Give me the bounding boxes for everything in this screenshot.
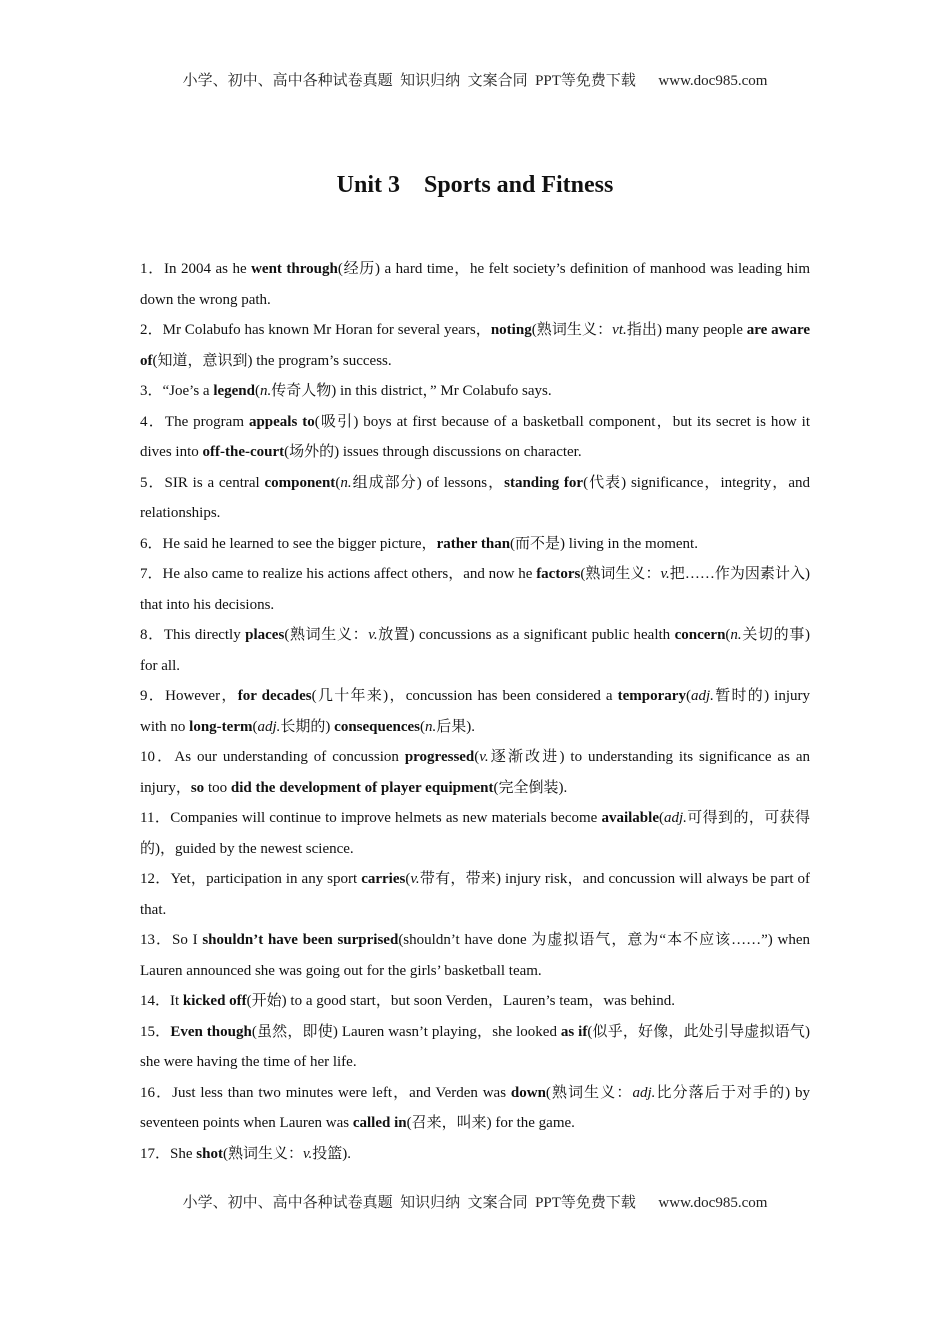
item-text: (shouldn’t have done 为虚拟语气，意为“本不应该……”) when Lauren announced she was going out for the girls’ basketball team. <box>140 932 810 979</box>
page-footer: 小学、初中、高中各种试卷真题 知识归纳 文案合同 PPT等免费下载 www.doc985.com <box>182 1195 768 1211</box>
item-text: 3．“Joe’s a <box>140 383 214 399</box>
key-phrase: consequences <box>334 718 420 735</box>
item-text: 11．Companies will continue to improve helmets as new materials become <box>140 810 602 826</box>
item-text: 投篮). <box>312 1145 351 1162</box>
part-of-speech: vt. <box>612 322 627 338</box>
list-item <box>140 315 810 376</box>
part-of-speech: adj. <box>257 718 281 735</box>
part-of-speech: adj. <box>690 688 714 704</box>
list-item <box>140 803 810 864</box>
item-text: 暂时的) injury with no <box>140 688 810 735</box>
list-item <box>140 1139 810 1170</box>
item-text: ( <box>725 627 731 643</box>
item-text: (而不是) living in the moment. <box>510 535 698 552</box>
key-phrase: carries <box>361 871 406 887</box>
item-text: (吸引) boys at first because of a basketball component，but its secret is how it dives into <box>140 413 811 460</box>
part-of-speech: adj. <box>663 810 687 826</box>
item-text: (熟词生义： <box>545 1084 633 1101</box>
key-phrase: shot <box>196 1145 223 1162</box>
key-phrase: places <box>245 627 285 643</box>
item-text: 1．In 2004 as he <box>140 261 252 277</box>
item-text: 把……作为因素计入) that into his decisions. <box>140 566 810 613</box>
item-text: (场外的) issues through discussions on character. <box>284 444 582 460</box>
list-item <box>140 407 810 468</box>
item-text: (虽然，即使) Lauren wasn’t playing，she looked <box>251 1023 561 1040</box>
key-phrase: legend <box>213 383 255 399</box>
item-text: 长期的) <box>280 718 335 735</box>
key-phrase: as if <box>560 1023 588 1040</box>
item-text: ( <box>252 718 258 735</box>
item-text: 10．As our understanding of concussion <box>140 749 405 765</box>
item-text: 13．So I <box>140 932 203 948</box>
item-text: (几十年来)，concussion has been considered a <box>311 688 618 704</box>
key-phrase: long-term <box>189 718 253 735</box>
key-phrase: noting <box>490 322 532 338</box>
item-text: (开始) to a good start，but soon Verden，Lauren’s team，was behind. <box>246 993 676 1009</box>
key-phrase: are aware of <box>140 322 811 369</box>
list-item <box>140 742 810 803</box>
list-item <box>140 559 810 620</box>
item-text: too <box>204 779 231 796</box>
part-of-speech: n. <box>260 383 272 399</box>
vocabulary-list <box>140 254 810 1169</box>
key-phrase: kicked off <box>182 993 247 1009</box>
item-text: 关切的事) for all. <box>140 627 810 674</box>
item-text: (召来，叫来) for the game. <box>406 1115 575 1131</box>
part-of-speech: n. <box>340 474 352 491</box>
item-text: 6．He said he learned to see the bigger picture， <box>140 535 437 552</box>
item-text: 17．She <box>140 1145 197 1162</box>
item-text: ( <box>658 810 664 826</box>
item-text: 4．The program <box>140 413 249 430</box>
list-item <box>140 925 810 986</box>
list-item <box>140 681 810 742</box>
item-text: 放置) concussions as a significant public health <box>377 627 675 643</box>
part-of-speech: n. <box>425 718 437 735</box>
item-text: ( <box>420 718 425 735</box>
item-text: 比分落后于对手的) by seventeen points when Lauren was <box>140 1084 810 1131</box>
key-phrase: shouldn’t have been surprised <box>202 932 399 948</box>
item-text: (经历) a hard time，he felt society’s definition of manhood was leading him down the wrong path. <box>140 261 810 308</box>
key-phrase: component <box>264 474 336 491</box>
item-text: 逐渐改进) to understanding its significance as an injury， <box>140 749 811 796</box>
key-phrase: appeals to <box>248 413 315 430</box>
key-phrase: down <box>510 1084 546 1101</box>
part-of-speech: v. <box>660 566 670 582</box>
item-text: ( <box>405 871 411 887</box>
key-phrase: Even though <box>170 1023 252 1040</box>
part-of-speech: v. <box>479 749 489 765</box>
item-text: 12．Yet，participation in any sport <box>140 871 362 887</box>
item-text: 带有，带来) injury risk，and concussion will always be part of that. <box>140 871 810 918</box>
key-phrase: off-the-court <box>202 444 285 460</box>
key-phrase: went through <box>251 261 338 277</box>
list-item <box>140 1078 810 1139</box>
item-text: (代表) significance，integrity，and relationships. <box>140 474 810 521</box>
item-text: (熟词生义： <box>222 1145 303 1162</box>
list-item <box>140 864 810 925</box>
part-of-speech: adj. <box>632 1084 656 1101</box>
item-text: 7．He also came to realize his actions affect others，and now he <box>140 566 537 582</box>
key-phrase: concern <box>674 627 726 643</box>
part-of-speech: v. <box>410 871 420 887</box>
item-text: 传奇人物) in this district，” Mr Colabufo says. <box>271 383 552 399</box>
key-phrase: temporary <box>617 688 686 704</box>
key-phrase: so <box>190 779 205 796</box>
list-item <box>140 254 810 315</box>
item-text: ( <box>335 474 341 491</box>
part-of-speech: v. <box>368 627 378 643</box>
key-phrase: did the development of player equipment <box>230 779 494 796</box>
item-text: (完全倒装). <box>493 779 568 796</box>
item-text: 2．Mr Colabufo has known Mr Horan for several years， <box>140 322 491 338</box>
item-text: (熟词生义： <box>531 322 613 338</box>
item-text: ( <box>474 749 480 765</box>
key-phrase: progressed <box>404 749 475 765</box>
key-phrase: called in <box>352 1115 407 1131</box>
item-text: 指出) many people <box>626 322 747 338</box>
key-phrase: available <box>601 810 659 826</box>
item-text: ( <box>255 383 260 399</box>
item-text: 8．This directly <box>140 627 246 643</box>
item-text: 后果). <box>436 718 475 735</box>
item-text: 14．It <box>140 993 183 1009</box>
page-title: Unit 3 Sports and Fitness <box>336 172 614 198</box>
item-text: ( <box>685 688 691 704</box>
item-text: (似乎，好像，此处引导虚拟语气) she were having the time of her life. <box>140 1023 811 1070</box>
item-text: (熟词生义： <box>580 566 661 582</box>
item-text: 组成部分) of lessons， <box>351 474 505 491</box>
item-text: 16．Just less than two minutes were left，and Verden was <box>140 1084 511 1101</box>
list-item <box>140 468 810 529</box>
page-header: 小学、初中、高中各种试卷真题 知识归纳 文案合同 PPT等免费下载 www.doc985.com <box>182 73 768 89</box>
item-text: 15． <box>140 1023 171 1040</box>
list-item <box>140 620 810 681</box>
list-item <box>140 986 810 1017</box>
key-phrase: for decades <box>237 688 312 704</box>
key-phrase: factors <box>536 566 581 582</box>
item-text: (熟词生义： <box>284 627 369 643</box>
list-item <box>140 376 810 407</box>
part-of-speech: v. <box>302 1145 313 1162</box>
part-of-speech: n. <box>730 627 742 643</box>
key-phrase: standing for <box>504 474 584 491</box>
item-text: 9．However， <box>140 688 238 704</box>
item-text: 5．SIR is a central <box>140 474 265 491</box>
item-text: 可得到的，可获得的)，guided by the newest science. <box>140 810 810 857</box>
item-text: (知道，意识到) the program’s success. <box>152 352 392 369</box>
key-phrase: rather than <box>436 535 511 552</box>
list-item <box>140 1017 810 1078</box>
list-item <box>140 529 810 560</box>
